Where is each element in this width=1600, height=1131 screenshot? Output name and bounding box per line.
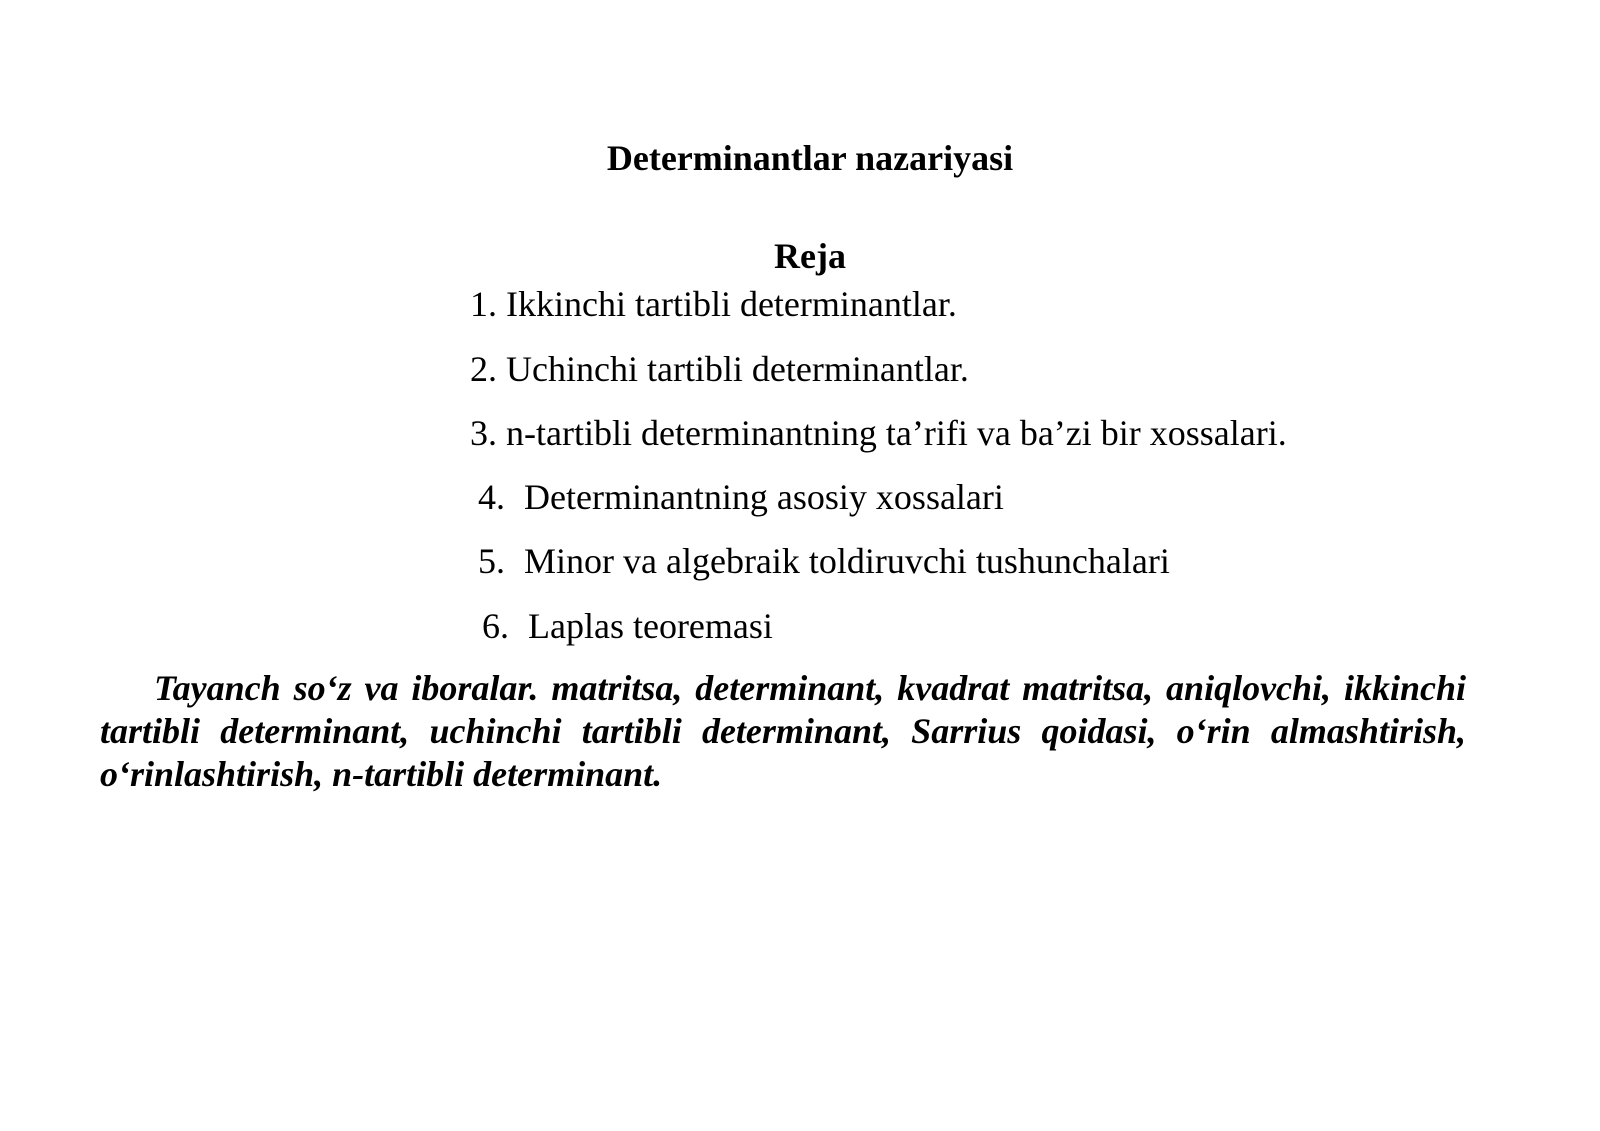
plan-item-text: Minor va algebraik toldiruvchi tushunchalari	[524, 541, 1170, 581]
plan-item-number: 6.	[482, 606, 509, 646]
plan-item-number: 1.	[470, 284, 497, 324]
plan-item-number: 2.	[470, 349, 497, 389]
plan-item-1	[470, 282, 957, 326]
plan-item-text: n-tartibli determinantning ta’rifi va ba’zi bir xossalari.	[506, 413, 1287, 453]
keywords-label: Tayanch so‘z va iboralar.	[154, 668, 539, 708]
plan-item-text: Determinantning asosiy xossalari	[524, 477, 1004, 517]
keywords-text: matritsa, determinant, kvadrat matritsa, aniqlovchi, ikkinchi tartibli determinant, uchinchi tartibli determinant, Sarrius qoidasi, o‘rin almashtirish, o‘rinlashtirish, n-tartibli determinant.	[100, 668, 1466, 794]
plan-item-2	[470, 347, 969, 391]
plan-item-3	[470, 411, 1287, 455]
document-title: Determinantlar nazariyasi	[606, 138, 1014, 178]
plan-item-number: 3.	[470, 413, 497, 453]
plan-item-number: 5.	[478, 541, 505, 581]
plan-item-text: Uchinchi tartibli determinantlar.	[506, 349, 969, 389]
plan-item-number: 4.	[478, 477, 505, 517]
keywords-paragraph	[100, 667, 1466, 796]
plan-item-4	[478, 475, 1004, 519]
plan-item-6	[482, 604, 773, 648]
plan-item-text: Laplas teoremasi	[528, 606, 773, 646]
plan-heading: Reja	[774, 236, 846, 276]
plan-item-text: Ikkinchi tartibli determinantlar.	[506, 284, 957, 324]
plan-item-5	[478, 539, 1170, 583]
